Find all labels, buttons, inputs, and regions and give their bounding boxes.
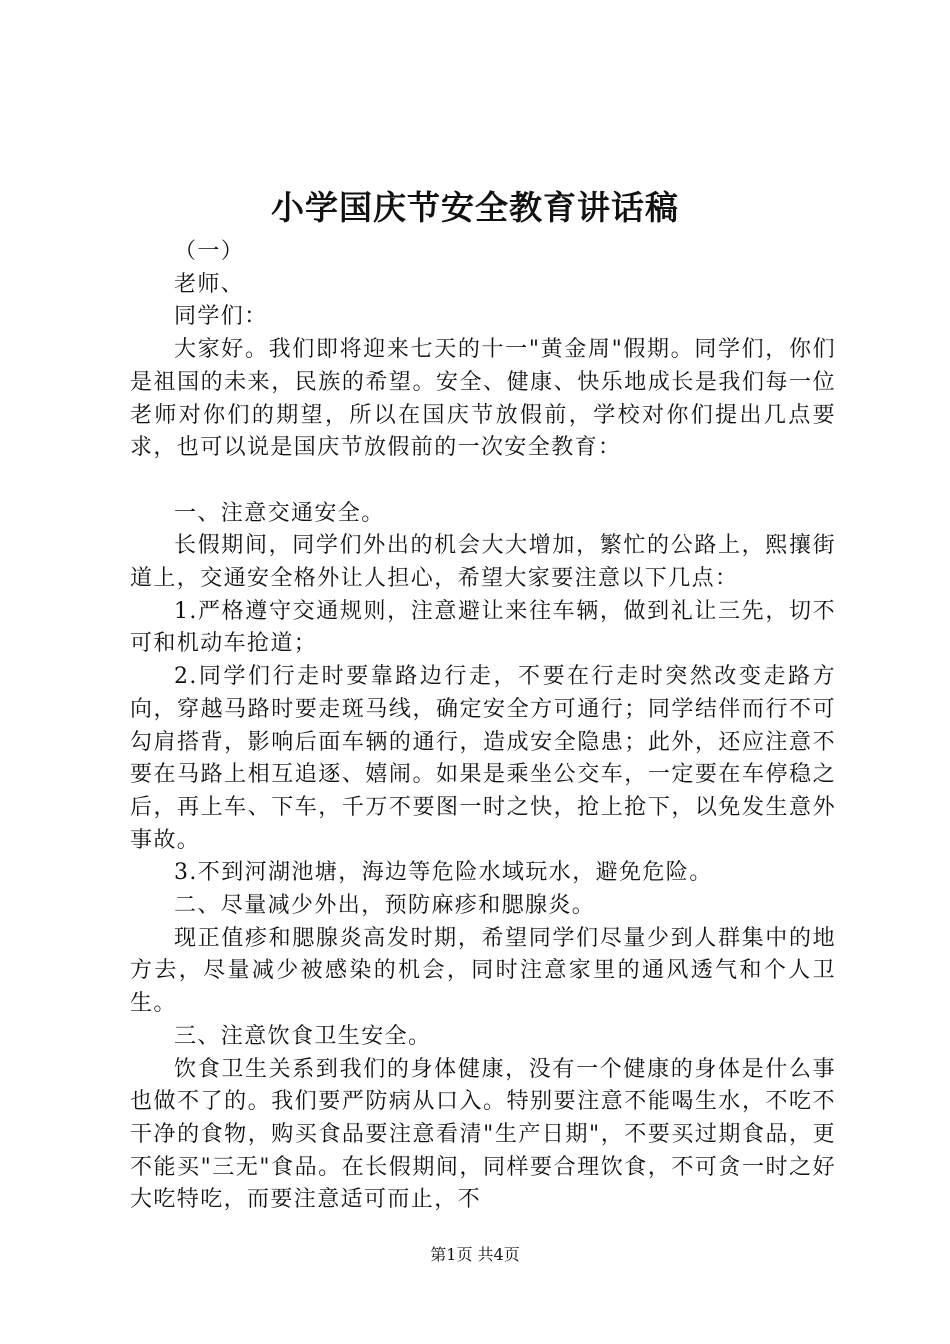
food-paragraph: 饮食卫生关系到我们的身体健康，没有一个健康的身体是什么事也做不了的。我们要严防病从口入。特别要注意不能喝生水，不吃不干净的食物，购买食品要注意看清"生产日期"，不要买过期食品，更不能买"三无"食品。在长假期间，同样要合理饮食，不可贪一时之好大吃特吃，而要注意适可而止，不 (130, 1056, 836, 1213)
page-number-footer: 第1页 共4页 (430, 1245, 520, 1264)
intro-paragraph: 大家好。我们即将迎来七天的十一"黄金周"假期。同学们，你们是祖国的未来，民族的希望。安全、健康、快乐地成长是我们每一位老师对你们的期望，所以在国庆节放假前，学校对你们提出几点要求，也可以说是国庆节放假前的一次安全教育： (130, 337, 836, 461)
traffic-point-3: 3.不到河湖池塘，海边等危险水域玩水，避免危险。 (174, 860, 713, 886)
traffic-point-2: 2.同学们行走时要靠路边行走，不要在行走时突然改变走路方向，穿越马路时要走斑马线，确定安全方可通行；同学结伴而行不可勾肩搭背，影响后面车辆的通行，造成安全隐患；此外，还应注意不要在马路上相互追逐、嬉闹。如果是乘坐公交车，一定要在车停稳之后，再上车、下车，千万不要图一时之快，抢上抢下，以免发生意外事故。 (130, 664, 836, 853)
heading-disease-prevention: 二、尽量减少外出，预防麻疹和腮腺炎。 (174, 893, 596, 919)
document-title: 小学国庆节安全教育讲话稿 (271, 188, 679, 227)
traffic-point-1: 1.严格遵守交通规则，注意避让来往车辆，做到礼让三先，切不可和机动车抢道； (130, 598, 836, 657)
heading-traffic-safety: 一、注意交通安全。 (174, 500, 385, 526)
document-body (130, 236, 836, 1217)
disease-paragraph: 现正值疹和腮腺炎高发时期，希望同学们尽量少到人群集中的地方去，尽量减少被感染的机会，同时注意家里的通风透气和个人卫生。 (130, 925, 836, 1017)
salutation-teachers: 老师、 (174, 271, 245, 297)
section-number: （一） (174, 239, 245, 264)
blank-line (130, 465, 836, 498)
salutation-students: 同学们： (174, 304, 268, 330)
traffic-intro-paragraph: 长假期间，同学们外出的机会大大增加，繁忙的公路上，熙攘街道上，交通安全格外让人担心，希望大家要注意以下几点： (130, 533, 836, 592)
heading-food-safety: 三、注意饮食卫生安全。 (174, 1023, 432, 1049)
